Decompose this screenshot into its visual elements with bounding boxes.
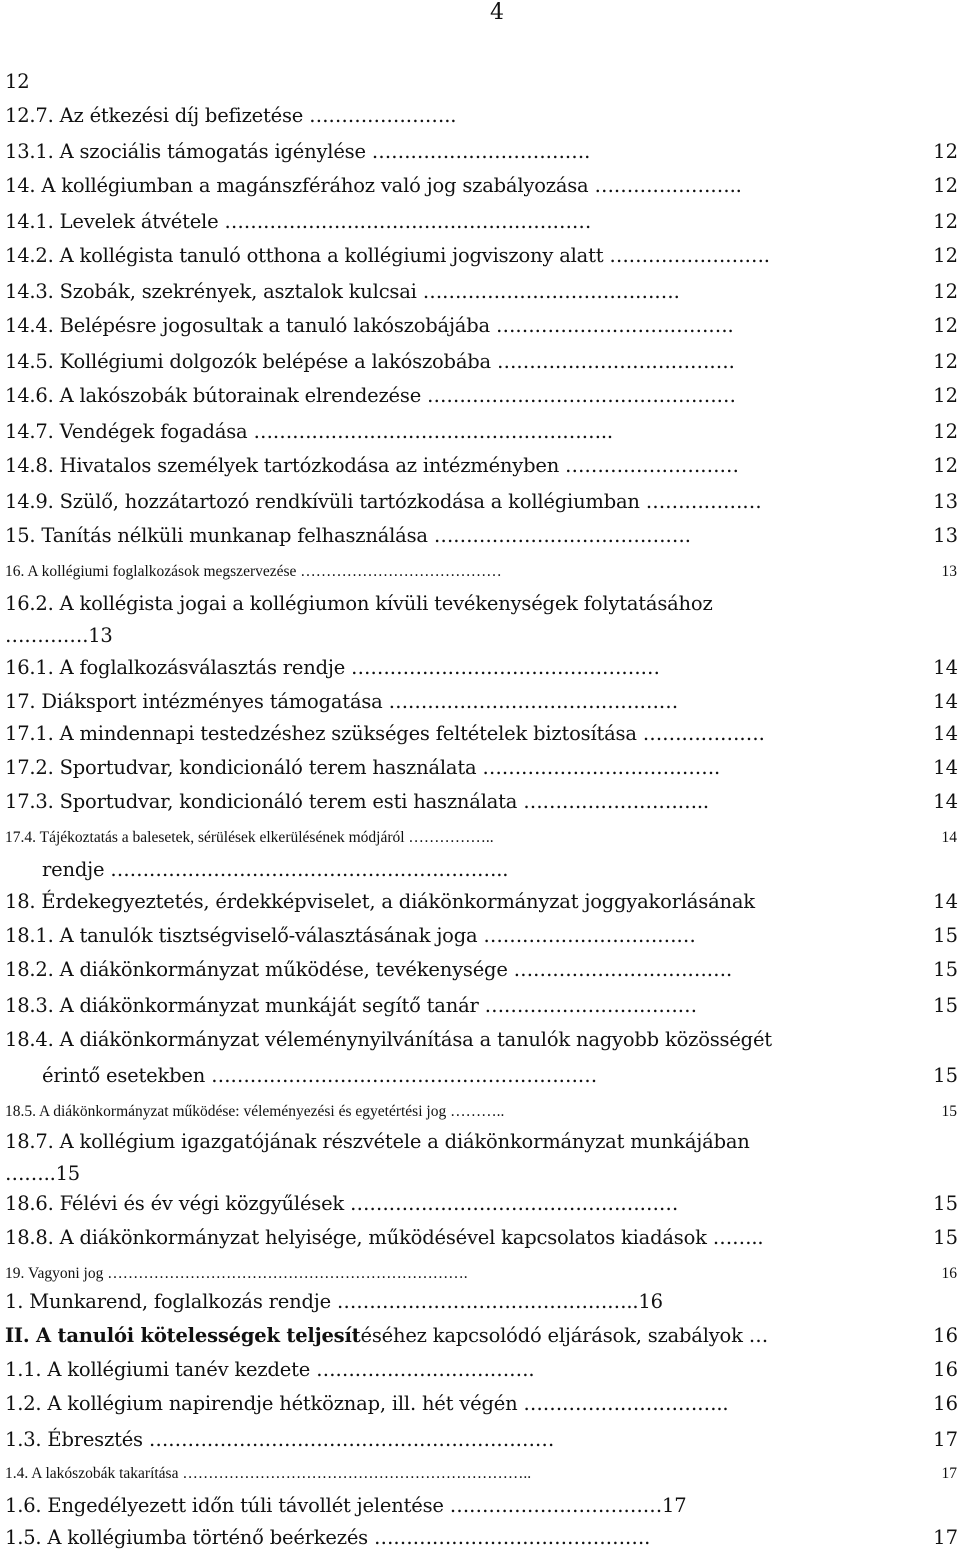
toc-entry-title: 16. A kollégiumi foglalkozások megszervezése ………………………………… <box>5 563 502 580</box>
toc-entry <box>5 350 735 373</box>
toc-entry-page: 12 <box>933 384 958 407</box>
toc-entry-title: 14.7. Vendégek fogadása ……………………………………………….. <box>5 420 613 443</box>
toc-entry-title: 1.3. Ébresztés ……………………………………………………… <box>5 1428 555 1451</box>
toc-entry-page: 16 <box>933 1324 958 1347</box>
toc-entry-title: 18.6. Félévi és év végi közgyűlések …………………………………………… <box>5 1192 679 1215</box>
toc-entry <box>5 174 742 197</box>
toc-entry-page: 17 <box>933 1526 958 1549</box>
toc-entry <box>5 1324 768 1347</box>
toc-entry-page: 16 <box>933 1358 958 1381</box>
toc-entry-title: 14.5. Kollégiumi dolgozók belépése a lakószobába ………………………………. <box>5 350 735 373</box>
toc-entry <box>5 563 502 581</box>
toc-entry-title: ……..15 <box>5 1162 81 1185</box>
toc-entry <box>5 756 720 779</box>
toc-entry <box>5 1226 763 1249</box>
toc-entry-title: 19. Vagyoni jog ……………………………………………………………. <box>5 1265 468 1282</box>
toc-entry <box>5 280 680 303</box>
page-number: 4 <box>490 0 504 25</box>
toc-entry <box>5 656 660 679</box>
toc-entry-page: 15 <box>933 958 958 981</box>
toc-entry-page: 12 <box>933 280 958 303</box>
toc-entry <box>5 1162 80 1185</box>
toc-entry <box>5 924 696 947</box>
toc-entry-title: ………….13 <box>5 624 113 647</box>
toc-entry <box>5 1130 750 1153</box>
toc-entry-title: 1. Munkarend, foglalkozás rendje ………………………………………..16 <box>5 1290 663 1313</box>
toc-entry <box>5 210 591 233</box>
toc-entry-page: 14 <box>933 756 958 779</box>
toc-entry <box>5 454 739 477</box>
toc-entry <box>5 829 494 847</box>
toc-entry-title: 12 <box>5 70 30 93</box>
toc-entry-title: 17.1. A mindennapi testedzéshez szükséges feltételek biztosítása ………………. <box>5 722 765 745</box>
toc-entry-page: 15 <box>941 1103 957 1120</box>
toc-entry-page: 12 <box>933 350 958 373</box>
toc-entry-title: 16.1. A foglalkozásválasztás rendje ………………………………………… <box>5 656 660 679</box>
toc-entry-page: 17 <box>941 1465 957 1482</box>
toc-entry-page: 15 <box>933 924 958 947</box>
toc-entry-title: 18.5. A diákönkormányzat működése: véleményezési és egyetértési jog ……….. <box>5 1103 505 1120</box>
toc-entry <box>5 314 734 337</box>
toc-entry-title: 13.1. A szociális támogatás igénylése ……………………………. <box>5 140 591 163</box>
toc-entry-page: 16 <box>933 1392 958 1415</box>
toc-entry <box>5 70 29 93</box>
toc-entry-page: 15 <box>933 994 958 1017</box>
toc-entry <box>5 790 709 813</box>
toc-entry-title: 18.4. A diákönkormányzat véleménynyilvánítása a tanulók nagyobb közösségét <box>5 1028 772 1051</box>
toc-entry <box>5 244 770 267</box>
toc-entry-title: 17.2. Sportudvar, kondicionáló terem használata ………………………………. <box>5 756 721 779</box>
toc-entry <box>5 1428 554 1451</box>
toc-entry-bold-text: II. A tanulói kötelességek teljesít <box>5 1324 361 1347</box>
toc-entry-title: 1.1. A kollégiumi tanév kezdete ……………………………. <box>5 1358 535 1381</box>
toc-entry-title: rendje …………………………………………………….. <box>42 858 509 881</box>
toc-entry <box>5 104 456 127</box>
toc-entry-title: 14.6. A lakószobák bútorainak elrendezése ………………………………………… <box>5 384 736 407</box>
toc-entry-title: 16.2. A kollégista jogai a kollégiumon kívüli tevékenységek folytatásához <box>5 592 713 615</box>
toc-entry <box>5 1192 678 1215</box>
toc-entry <box>5 1290 663 1313</box>
toc-entry-title: 14.9. Szülő, hozzátartozó rendkívüli tartózkodása a kollégiumban ……………… <box>5 490 762 513</box>
toc-entry-title: 18.7. A kollégium igazgatójának részvétele a diákönkormányzat munkájában <box>5 1130 750 1153</box>
toc-entry-page: 12 <box>933 174 958 197</box>
toc-entry-title: 14.1. Levelek átvétele ………………………………………………… <box>5 210 592 233</box>
toc-entry-page: 13 <box>941 563 957 580</box>
toc-entry <box>5 140 590 163</box>
toc-entry-title: 1.4. A lakószobák takarítása ………………………………………………………….. <box>5 1465 532 1482</box>
toc-entry-title: 17. Diáksport intézményes támogatása ……………………………………… <box>5 690 679 713</box>
toc-entry <box>5 524 691 547</box>
toc-entry-page: 12 <box>933 140 958 163</box>
toc-entry-title: 14.4. Belépésre jogosultak a tanuló lakószobájába ………………………………. <box>5 314 734 337</box>
toc-entry-title: 12.7. Az étkezési díj befizetése ………………….. <box>5 104 457 127</box>
toc-entry <box>5 1103 504 1121</box>
toc-entry-title: 17.3. Sportudvar, kondicionáló terem esti használata ……………………….. <box>5 790 709 813</box>
toc-entry-title: 14.2. A kollégista tanuló otthona a kollégiumi jogviszony alatt ……………………. <box>5 244 770 267</box>
toc-entry <box>5 1392 728 1415</box>
toc-entry-page: 14 <box>933 890 958 913</box>
toc-entry-page: 13 <box>933 490 958 513</box>
toc-entry <box>5 958 732 981</box>
toc-entry-page: 12 <box>933 454 958 477</box>
toc-entry <box>5 690 678 713</box>
toc-entry-title: 18.1. A tanulók tisztségviselő-választásának joga …………………………… <box>5 924 696 947</box>
toc-entry-page: 14 <box>933 722 958 745</box>
toc-entry-page: 17 <box>933 1428 958 1451</box>
toc-entry-page: 15 <box>933 1226 958 1249</box>
toc-entry-page: 14 <box>933 790 958 813</box>
toc-entry-page: 14 <box>933 656 958 679</box>
toc-entry-title: éséhez kapcsolódó eljárások, szabályok … <box>360 1324 769 1347</box>
toc-entry <box>5 1526 650 1549</box>
toc-entry-page: 13 <box>933 524 958 547</box>
toc-entry-page: 16 <box>941 1265 957 1282</box>
toc-entry-title: 14.3. Szobák, szekrények, asztalok kulcsai …………………………………. <box>5 280 680 303</box>
toc-entry <box>42 1064 597 1087</box>
toc-entry-page: 12 <box>933 420 958 443</box>
toc-entry-title: 1.2. A kollégium napirendje hétköznap, ill. hét végén ………………………….. <box>5 1392 729 1415</box>
toc-entry <box>42 858 508 881</box>
toc-entry <box>5 490 762 513</box>
toc-entry-title: 1.5. A kollégiumba történő beérkezés ……………………………………. <box>5 1526 651 1549</box>
toc-entry-page: 15 <box>933 1192 958 1215</box>
toc-entry <box>5 1465 531 1483</box>
toc-entry-title: érintő esetekben …………………………………………………… <box>42 1064 598 1087</box>
toc-entry <box>5 592 713 615</box>
toc-entry-title: 18.2. A diákönkormányzat működése, tevékenysége ……………………………. <box>5 958 732 981</box>
toc-entry <box>5 624 113 647</box>
toc-entry-title: 15. Tanítás nélküli munkanap felhasználása …………………………………. <box>5 524 691 547</box>
toc-entry <box>5 384 736 407</box>
toc-entry <box>5 1494 686 1517</box>
toc-entry-title: 17.4. Tájékoztatás a balesetek, sérülések elkerülésének módjáról …………….. <box>5 829 494 846</box>
toc-entry-title: 18.8. A diákönkormányzat helyisége, működésével kapcsolatos kiadások …….. <box>5 1226 764 1249</box>
toc-entry-title: 14. A kollégiumban a magánszférához való jog szabályozása ………………….. <box>5 174 742 197</box>
toc-entry-page: 15 <box>933 1064 958 1087</box>
toc-entry-page: 12 <box>933 314 958 337</box>
toc-entry-title: 1.6. Engedélyezett időn túli távollét jelentése ……………………………17 <box>5 1494 687 1517</box>
toc-entry <box>5 1028 772 1051</box>
toc-entry-title: 18. Érdekegyeztetés, érdekképviselet, a diákönkormányzat joggyakorlásának <box>5 890 755 913</box>
toc-entry-page: 14 <box>941 829 957 846</box>
toc-entry <box>5 1358 534 1381</box>
toc-entry <box>5 994 697 1017</box>
toc-entry <box>5 1265 468 1283</box>
toc-entry <box>5 890 755 913</box>
toc-entry <box>5 722 765 745</box>
toc-entry-title: 14.8. Hivatalos személyek tartózkodása az intézményben ……………………… <box>5 454 739 477</box>
toc-entry-title: 18.3. A diákönkormányzat munkáját segítő tanár …………………………… <box>5 994 697 1017</box>
toc-entry-page: 14 <box>933 690 958 713</box>
toc-entry <box>5 420 613 443</box>
toc-entry-page: 12 <box>933 244 958 267</box>
toc-entry-page: 12 <box>933 210 958 233</box>
